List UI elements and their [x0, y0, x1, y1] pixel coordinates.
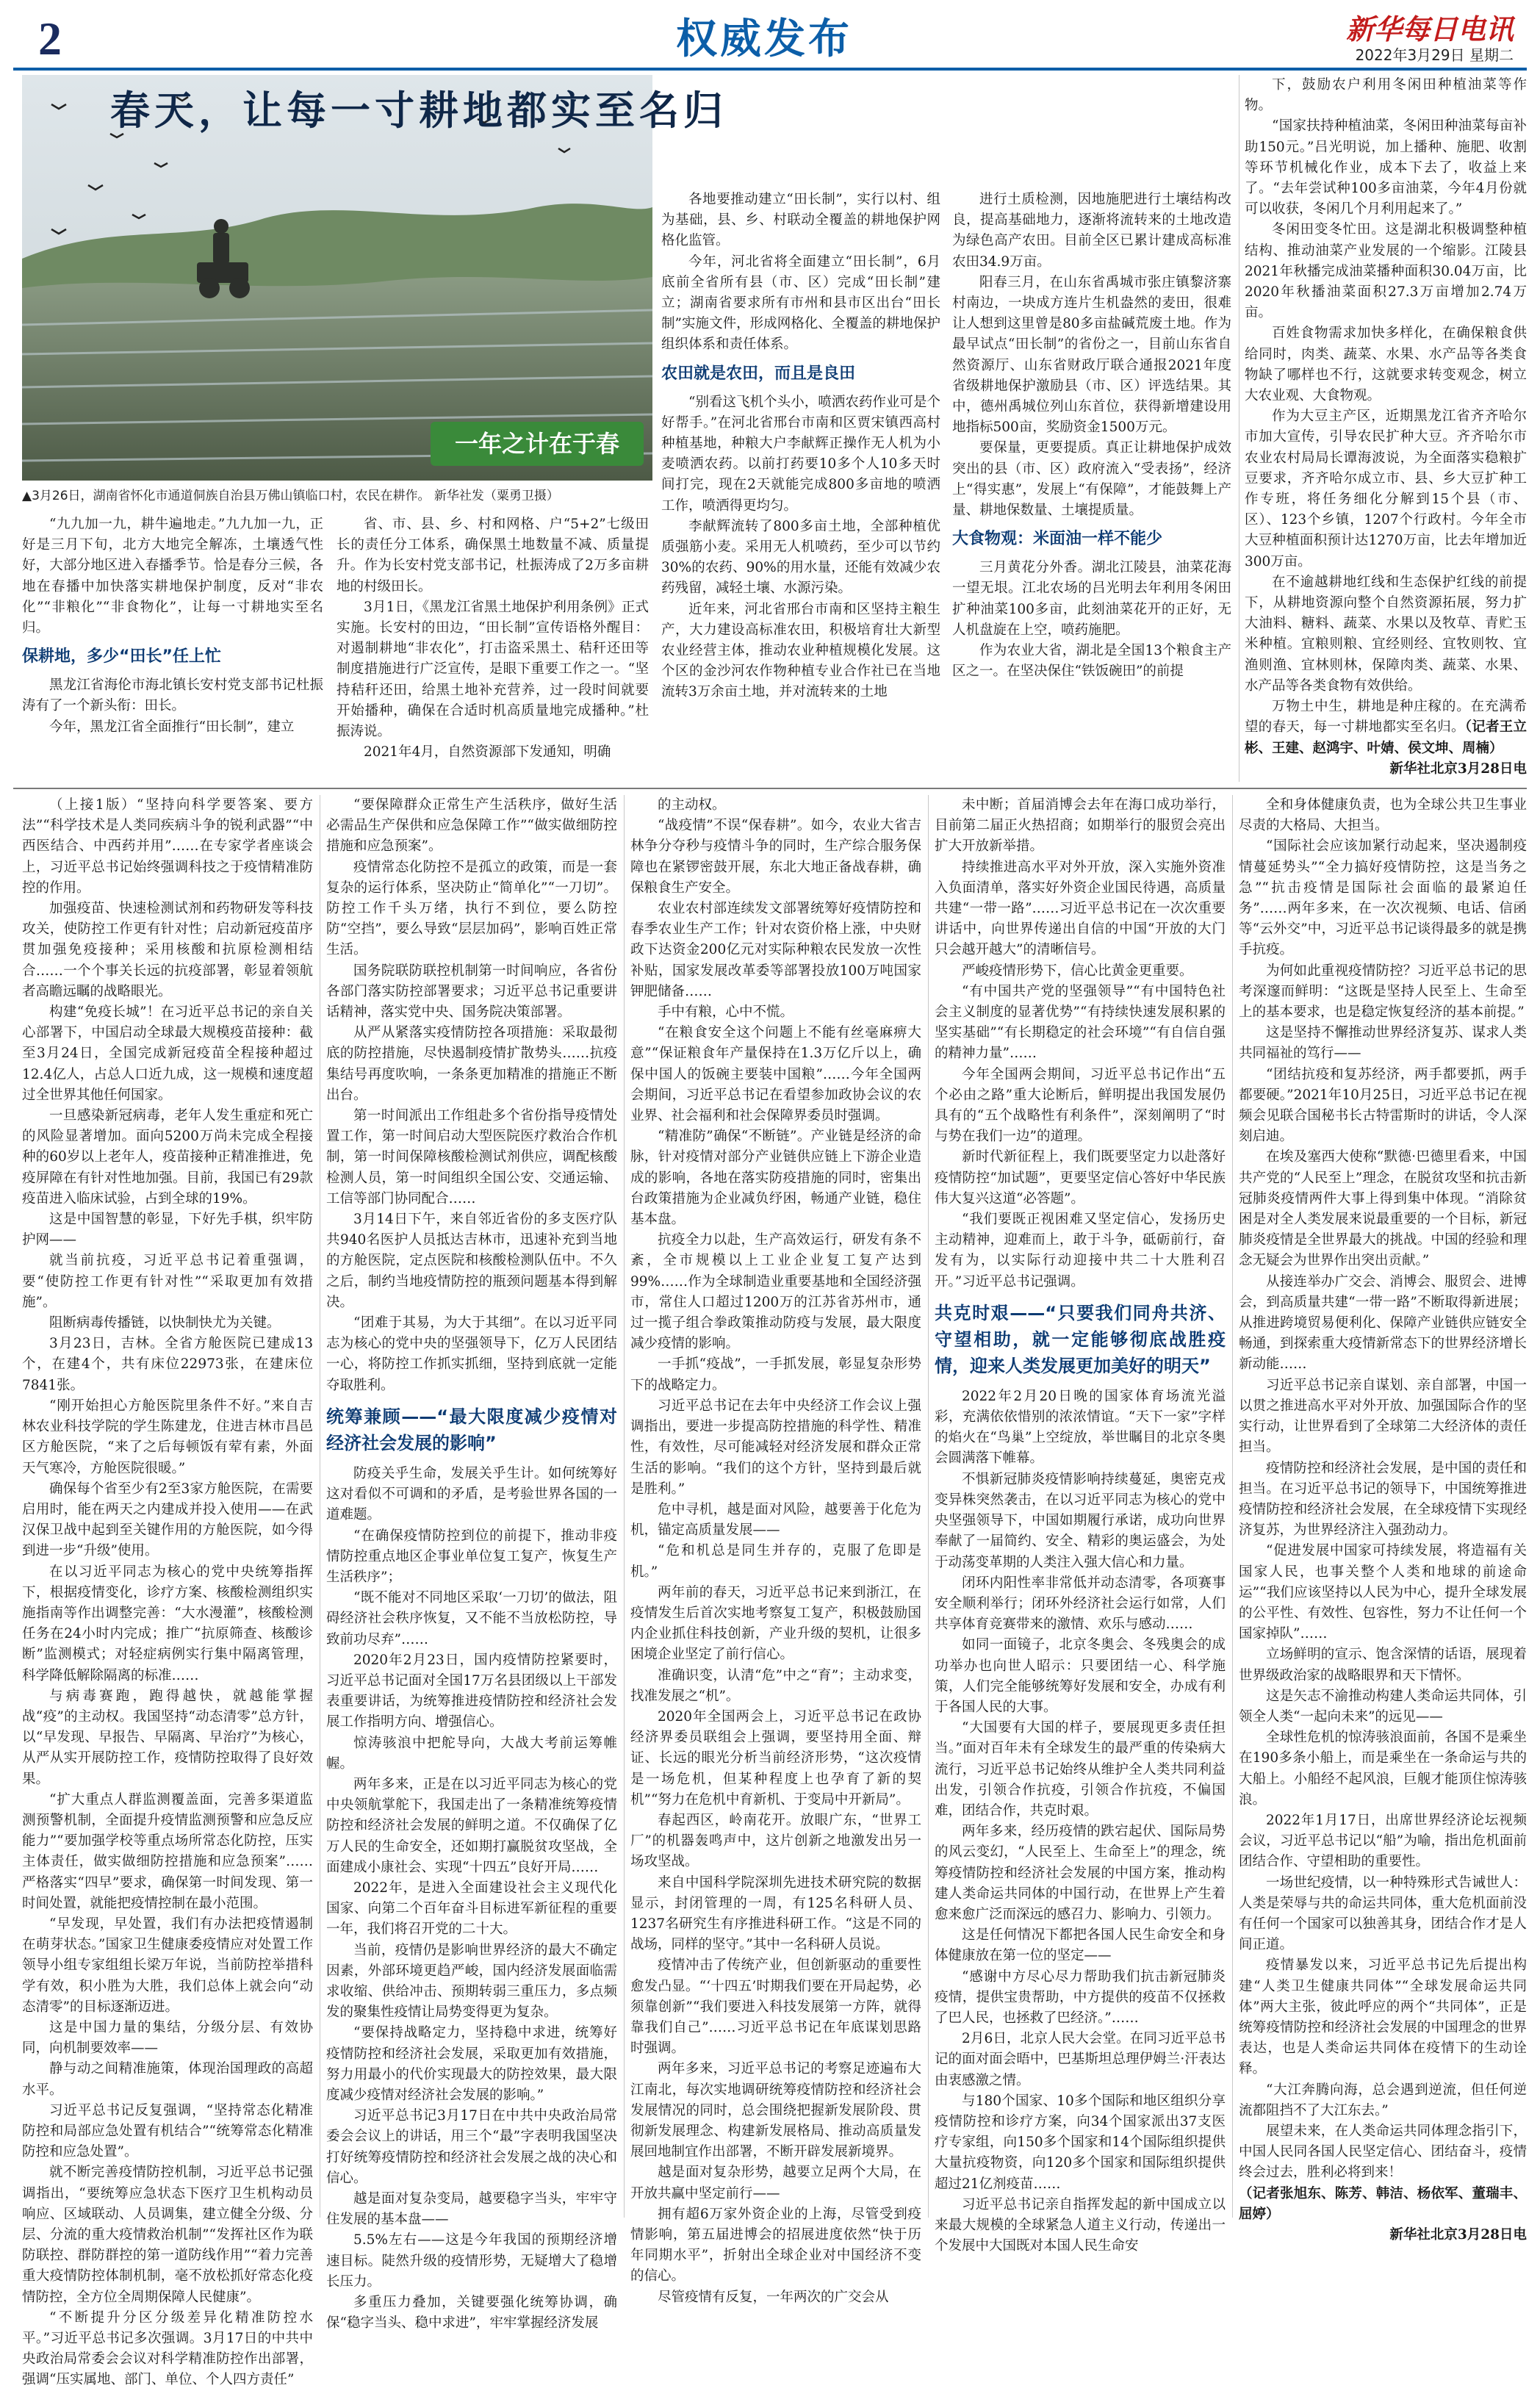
- paragraph: 确保每个省至少有2至3家方舱医院，在需要启用时，能在两天之内建成并投入使用——在武汉保卫战中起到至关键作用的方舱医院，如今得到进一步“升级”使用。: [22, 1481, 313, 1559]
- paragraph: 国务院联防联控机制第一时间响应，各省份各部门落实防控部署要求；习近平总书记重要讲话精神，落实党中央、国务院决策部署。: [326, 963, 617, 1021]
- paragraph: 的主动权。: [658, 797, 726, 813]
- paragraph: 就当前抗疫，习近平总书记着重强调，要“使防控工作更有针对性”“采取更加有效措施”。: [22, 1253, 313, 1310]
- paragraph: “感谢中方尽心尽力帮助我们抗击新冠肺炎疫情，提供宝贵帮助，中方提供的疫苗不仅拯救了巴人民，也拯救了巴经济。”……: [935, 1968, 1226, 2026]
- paragraph: 在不逾越耕地红线和生态保护红线的前提下，从耕地资源向整个自然资源拓展，努力扩大油料、糖料、蔬菜、水果以及牧草、青贮玉米种植。宜粮则粮、宜经则经、宜牧则牧、宜渔则渔、宜林则林，保障肉类、蔬菜、水果、水产品等各类食物有效供给。: [1245, 574, 1527, 694]
- paragraph: 今年全国两会期间，习近平总书记作出“五个必由之路”重大论断后，鲜明提出我国发展仍具有的“五个战略性有利条件”，深刻阐明了“时与势在我们一边”的道理。: [935, 1066, 1226, 1145]
- paragraph: 作为农业大省，湖北是全国13个粮食主产区之一。在坚决保住“铁饭碗田”的前提: [952, 643, 1231, 680]
- paragraph: “在确保疫情防控到位的前提下，推动非疫情防控重点地区企事业单位复工复产，恢复生产生活秩序”；: [326, 1528, 617, 1585]
- paragraph: 与病毒赛跑，跑得越快，就越能掌握战“疫”的主动权。我国坚持“动态清零”总方针，以“早发现、早报告、早隔离、早治疗”为核心，从严从实开展防控工作，疫情防控取得了良好效果。: [22, 1688, 313, 1787]
- paragraph: 阻断病毒传播链，以快制快尤为关键。: [49, 1315, 281, 1331]
- byline: （记者王立彬、王建、赵鸿宇、叶婧、侯文坤、周楠）: [1245, 719, 1527, 756]
- paragraph: 一手抓“疫战”，一手抓发展，彰显复杂形势下的战略定力。: [630, 1356, 921, 1393]
- paragraph: 3月14日下午，来自邻近省份的多支医疗队共940名医护人员抵达吉林市，迅速补充到当地的方舱医院，定点医院和核酸检测队伍中。不久之后，制约当地疫情防控的瓶颈问题基本得到解决。: [326, 1212, 617, 1310]
- paragraph: 为何如此重视疫情防控？习近平总书记的思考深邃而鲜明：“这既是坚持人民至上、生命至上的基本要求，也是稳定恢复经济的基本前提。”: [1239, 963, 1527, 1021]
- paragraph: 习近平总书记亲自谋划、亲自部署，中国一以贯之推进高水平对外开放、加强国际合作的坚实行动，让世界看到了全球第二大经济体的责任担当。: [1239, 1377, 1527, 1456]
- paragraph: 静与动之间精准施策，体现治国理政的高超水平。: [22, 2061, 313, 2098]
- paragraph: 5.5%左右——这是今年我国的预期经济增速目标。陡然升级的疫情形势，无疑增大了稳增长压力。: [326, 2232, 617, 2290]
- paragraph: 李献辉流转了800多亩土地，全部种植优质强筋小麦。采用无人机喷药，至少可以节约30%的农药、90%的用水量，还能有效减少农药残留，减轻土壤、水源污染。: [661, 518, 940, 597]
- paragraph: “九九加一九，耕牛遍地走。”九九加一九，正好是三月下旬，北方大地完全解冻，土壤透气性好，大部分地区进入春播季节。恰是春分三候，各地在春播中加快落实耕地保护制度，反对“非农化”“非粮化”“非食物化”，让每一寸耕地实至名归。: [22, 517, 323, 636]
- paragraph: 严峻疫情形势下，信心比黄金更重要。: [962, 963, 1193, 979]
- paragraph: 省、市、县、乡、村和网格、户“5+2”七级田长的责任分工体系，确保黑土地数量不减、质量提升。作为长安村党支部书记，杜振涛成了2万多亩耕地的村级田长。: [337, 517, 649, 594]
- paragraph: 如同一面镜子，北京冬奥会、冬残奥会的成功举办也向世人昭示：只要团结一心、科学施策，人们完全能够统筹好发展和安全，办成有利于各国人民的大事。: [935, 1637, 1226, 1715]
- subheading: 共克时艰——“只要我们同舟共济、守望相助，就一定能够彻底战胜疫情，迎来人类发展更加美好的明天”: [935, 1302, 1226, 1376]
- paragraph: 进行土质检测，因地施肥进行土壤结构改良，提高基础地力，逐渐将流转来的土地改造为绿色高产农田。目前全区已累计建成高标准农田34.9万亩。: [952, 192, 1231, 270]
- paragraph: 近年来，河北省邢台市南和区坚持主粮生产，大力建设高标准农田，积极培育壮大新型农业经营主体，推动农业种植规模化发展。这个区的金沙河农作物种植专业合作社已在当地流转3万余亩土地，并对流转来的土地: [661, 601, 940, 700]
- paragraph: 2022年1月17日，出席世界经济论坛视频会议，习近平总书记以“船”为喻，指出危机面前团结合作、守望相助的重要性。: [1239, 1812, 1527, 1870]
- paragraph: 习近平总书记反复强调，“坚持常态化精准防控和局部应急处置有机结合”“统筹常态化精准防控和应急处置”。: [22, 2102, 313, 2160]
- field-photo-graphic: [22, 75, 727, 481]
- subheading: 统筹兼顾——“最大限度减少疫情对经济社会发展的影响”: [326, 1406, 617, 1453]
- paragraph: “要保持战略定力，坚持稳中求进，统筹好疫情防控和经济社会发展，采取更加有效措施，努力用最小的代价实现最大的防控效果，最大限度减少疫情对经济社会发展的影响。”: [326, 2025, 617, 2103]
- article-column-4: [935, 795, 1226, 2254]
- paragraph: 习近平总书记亲自指挥发起的新中国成立以来最大规模的全球紧急人道主义行动，传递出一个发展中大国既对本国人民生命安: [935, 2196, 1226, 2254]
- paragraph: 越是面对复杂形势，越要立足两个大局，在开放共赢中坚定前行——: [630, 2165, 921, 2201]
- paragraph: 春起西区，岭南花开。放眼广东，“世界工厂”的机器轰鸣声中，这片创新之地激发出另一场攻坚战。: [630, 1812, 921, 1870]
- paragraph: “我们要既正视困难又坚定信心，发扬历史主动精神，迎难而上，敢于斗争，砥砺前行，奋发有为，以实际行动迎接中共二十大胜利召开。”习近平总书记强调。: [935, 1212, 1226, 1290]
- feature-banner: 一年之计在于春: [431, 422, 644, 466]
- paragraph: 习近平总书记在去年中央经济工作会议上强调指出，要进一步提高防控措施的科学性、精准性，有效性，尽可能减轻对经济发展和群众正常生活的影响。“我们的这个方针，坚持到最后就是胜利。”: [630, 1398, 921, 1497]
- section-divider: [13, 788, 1527, 789]
- paragraph: 下，鼓励农户利用冬闲田种植油菜等作物。: [1245, 77, 1527, 114]
- paragraph: 第一时间派出工作组赴多个省份指导疫情处置工作，第一时间启动大型医院医疗救治合作机制，第一时间保障核酸检测试剂供应，调配核酸检测人员，第一时间组织全国公安、交通运输、工信等部门协同配合……: [326, 1108, 617, 1207]
- paragraph: 疫情常态化防控不是孤立的政策，而是一套复杂的运行体系，坚决防止“简单化”“一刀切”。防控工作千头万绪，执行不到位，要么防控防“空挡”，要么导致“层层加码”，影响百姓正常生活。: [326, 859, 617, 958]
- paragraph: 疫情冲击了传统产业，但创新驱动的重要性愈发凸显。“‘十四五’时期我们要在开局起势，必须靠创新”“我们要进入科技发展第一方阵，就得靠我们自己”……习近平总书记在年底谋划思路时强调。: [630, 1957, 921, 2057]
- paragraph: 两年多来，经历疫情的跌宕起伏、国际局势的风云变幻，“人民至上、生命至上”的理念，统筹疫情防控和经济社会发展的中国方案，推动构建人类命运共同体的中国行动，在世界上产生着愈来愈广泛而深远的感召力、影响力、引领力。: [935, 1824, 1226, 1922]
- paragraph: 两年多来，正是在以习近平同志为核心的党中央领航掌舵下，我国走出了一条精准统筹疫情防控和经济社会发展的鲜明之道。不仅确保了亿万人民的生命安全，还如期打赢脱贫攻坚战，全面建成小康社会、实现“十四五”良好开局……: [326, 1776, 617, 1875]
- paragraph: 一场世纪疫情，以一种特殊形式告诫世人：人类是荣辱与共的命运共同体，重大危机面前没有任何一个国家可以独善其身，团结合作才是人间正道。: [1239, 1874, 1527, 1953]
- paragraph: 疫情暴发以来，习近平总书记先后提出构建“人类卫生健康共同体”“全球发展命运共同体”两大主张，彼此呼应的两个“共同体”，正是统筹疫情防控和经济社会发展的中国理念的世界表达，也是人类命运共同体在疫情下的生动诠释。: [1239, 1957, 1527, 2077]
- paragraph: 习近平总书记3月17日在中共中央政治局常委会会议上的讲话，用三个“最”字表明我国坚决打好统筹疫情防控和经济社会发展之战的决心和信心。: [326, 2108, 617, 2186]
- article-column-5: [1239, 795, 1527, 2243]
- column-rule: [928, 795, 929, 2218]
- paragraph: 越是面对复杂变局，越要稳字当头，牢牢守住发展的基本盘——: [326, 2191, 617, 2228]
- paragraph: 各地要推动建立“田长制”，实行以村、组为基础，县、乡、村联动全覆盖的耕地保护网格化监管。: [661, 192, 940, 249]
- paragraph: 从严从紧落实疫情防控各项措施：采取最彻底的防控措施，尽快遏制疫情扩散势头……抗疫集结号再度吹响，一条条更加精准的措施正不断出台。: [326, 1025, 617, 1103]
- paragraph: 全和身体健康负责，也为全球公共卫生事业尽责的大格局、大担当。: [1239, 797, 1527, 834]
- paragraph: “有中国共产党的坚强领导”“有中国特色社会主义制度的显著优势”“有持续快速发展积累的坚实基础”“有长期稳定的社会环境”“有自信自强的精神力量”……: [935, 983, 1226, 1062]
- paragraph: 拥有超6万家外资企业的上海，尽管受到疫情影响，第五届进博会的招展进度依然“快于历年同期水平”，折射出全球企业对中国经济不变的信心。: [630, 2206, 921, 2284]
- paragraph: 从接连举办广交会、消博会、服贸会、进博会，到高质量共建“一带一路”不断取得新进展；从推进跨境贸易便利化、保障产业链供应链安全畅通，到探索重大疫情新常态下的世界经济增长新动能……: [1239, 1273, 1527, 1373]
- paragraph: 三月黄花分外香。湖北江陵县，油菜花海一望无垠。江北农场的吕光明去年利用冬闲田扩种油菜100多亩，此刻油菜花开的正好，无人机盘旋在上空，喷药施肥。: [952, 560, 1231, 638]
- paragraph: 全球性危机的惊涛骇浪面前，各国不是乘坐在190多条小船上，而是乘坐在一条命运与共的大船上。小船经不起风浪，巨舰才能顶住惊涛骇浪。: [1239, 1730, 1527, 1808]
- paragraph: 加强疫苗、快速检测试剂和药物研发等科技攻关，使防控工作更有针对性；启动新冠疫苗序贯加强免疫接种；采用核酸和抗原检测相结合……一个个事关长远的抗疫部署，彰显着领航者高瞻远瞩的战略眼光。: [22, 901, 313, 999]
- feature-column-3: [661, 190, 940, 782]
- paragraph: 尽管疫情有反复，一年两次的广交会从: [658, 2289, 889, 2305]
- paragraph: “刚开始担心方舱医院里条件不好。”来自吉林农业科技学院的学生陈建龙，住进吉林市昌邑区方舱医院，“来了之后每顿饭有荤有素，外面天气寒冷，方舱医院很暖。”: [22, 1398, 313, 1476]
- paragraph: 这是坚持不懈推动世界经济复苏、谋求人类共同福祉的笃行——: [1239, 1025, 1527, 1062]
- article-column-2: [326, 795, 617, 2331]
- masthead-rule: [13, 68, 1527, 71]
- paragraph: “国际社会应该加紧行动起来，坚决遏制疫情蔓延势头”“全力搞好疫情防控，这是当务之急”“抗击疫情是国际社会面临的最紧迫任务”……两年多来，在一次次视频、电话、信函等“云外交”中，习近平总书记谈得最多的就是携手抗疫。: [1239, 838, 1527, 958]
- paragraph: 在以习近平同志为核心的党中央统筹指挥下，根据疫情变化，诊疗方案、核酸检测组织实施指南等作出调整完善：“大水漫灌”，核酸检测任务在24小时内完成；推广“抗原筛查、核酸诊断”监测模式；对轻症病例实行集中隔离管理，科学降低解除隔离的标准……: [22, 1564, 313, 1683]
- article-column-3: [630, 795, 921, 2305]
- paragraph: 展望未来，在人类命运共同体理念指引下，中国人民同各国人民坚定信心、团结奋斗，疫情终会过去，胜利必将到来！: [1239, 2124, 1527, 2181]
- paragraph: 3月23日，吉林。全省方舱医院已建成13个，在建4个，共有床位22973张，在建床位7841张。: [22, 1336, 313, 1393]
- paragraph: 手中有粮，心中不慌。: [658, 1004, 794, 1021]
- paragraph: “大国要有大国的样子，要展现更多责任担当。”面对百年未有全球发生的最严重的传染病大流行，习近平总书记始终从维护全人类共同利益出发，引领合作抗疫，引领合作抗疫，不偏国难，团结合作，共克时艰。: [935, 1720, 1226, 1819]
- paragraph: “促进发展中国家可持续发展，将造福有关国家人民，也事关整个人类和地球的前途命运”“我们应该坚持以人民为中心，提升全球发展的公平性、有效性、包容性，努力不让任何一个国家掉队”……: [1239, 1543, 1527, 1642]
- section-title: 权威发布: [676, 15, 852, 63]
- dateline: 新华社北京3月28日电: [1389, 761, 1527, 777]
- subheading: 农田就是农田，而且是良田: [661, 364, 856, 383]
- paragraph: 未中断；首届消博会去年在海口成功举行，目前第二届正火热招商；如期举行的服贸会亮出扩大开放新举措。: [935, 797, 1226, 855]
- paragraph: 当前，疫情仍是影响世界经济的最大不确定因素，外部环境更趋严峻，国内经济发展面临需求收缩、供给冲击、预期转弱三重压力，多点频发的聚集性疫情让局势变得更为复杂。: [326, 1942, 617, 2021]
- paragraph: 2020年全国两会上，习近平总书记在政协经济界委员联组会上强调，要坚持用全面、辩证、长远的眼光分析当前经济形势，“这次疫情是一场危机，但某种程度上也孕育了新的契机”“努力在危机中育新机、于变局中开新局”。: [630, 1708, 921, 1808]
- paragraph: 两年多来，习近平总书记的考察足迹遍布大江南北，每次实地调研统筹疫情防控和经济社会发展情况的同时，总会围绕把握新发展阶段、贯彻新发展理念、构建新发展格局、推动高质量发展回地制宜作出部署，不断开辟发展新境界。: [630, 2061, 921, 2160]
- paragraph: 来自中国科学院深圳先进技术研究院的数据显示，封闭管理的一周，有125名科研人员、1237名研究生有序推进科研工作。“这是不同的战场，同样的坚守。”其中一名科研人员说。: [630, 1874, 921, 1953]
- feature-column-5: [1245, 75, 1527, 782]
- feature-headline: 春天，让每一寸耕地都实至名归: [110, 87, 727, 134]
- dateline: 新华社北京3月28日电: [1389, 2227, 1527, 2243]
- feature-column-2: [337, 514, 649, 782]
- paragraph: “战疫情”不误“保春耕”。如今，农业大省吉林争分夺秒与疫情斗争的同时，生产综合服务保障也在紧锣密鼓开展，东北大地正备战春耕，确保粮食生产安全。: [630, 818, 921, 896]
- paragraph: 这是中国力量的集结，分级分层、有效协同，向机制要效率——: [22, 2019, 313, 2057]
- feature-column-4: [952, 190, 1231, 782]
- paragraph: 3月1日，《黑龙江省黑土地保护利用条例》正式实施。长安村的田边，“田长制”宣传语格外醒目：对遏制耕地“非农化”，打击盗采黑土、秸秆还田等制度措施进行广泛宣传，是眼下重要工作之一。“坚持秸秆还田，给黑土地补充营养，过一段时间就要开始播种，确保在合适时机高质量地完成播种。”杜振涛说。: [337, 599, 649, 740]
- paragraph: 在埃及塞西大使称“默德·巴德里看来，中国共产党的“人民至上”理念，在脱贫攻坚和抗击新冠肺炎疫情两件大事上得到集中体现。“消除贫困是对全人类发展来说最重要的一个目标，新冠肺炎疫情是全世界最大的挑战。中国的经验和理念无疑会为世界作出突出贡献。”: [1239, 1149, 1527, 1269]
- paragraph: “精准防”确保“不断链”。产业链是经济的命脉，针对疫情对部分产业链供应链上下游企业造成的影响，各地在落实防疫措施的同时，密集出台政策措施为企业减负纾困，畅通产业链，稳住基本盘。: [630, 1129, 921, 1228]
- subheading: 大食物观：米面油一样不能少: [952, 530, 1163, 549]
- paragraph: 一旦感染新冠病毒，老年人发生重症和死亡的风险显著增加。面向5200万尚未完成全程接种的60岁以上老年人，疫苗接种正精准推进，免疫屏障在有针对性地加强。目前，我国已有29款疫苗进入临床试验，占到全球的19%。: [22, 1108, 313, 1207]
- page-number: 2: [38, 12, 62, 65]
- paragraph: 惊涛骇浪中把舵导向，大战大考前运筹帷幄。: [326, 1735, 617, 1772]
- paragraph: 多重压力叠加，关键要强化统筹协调，确保“稳字当头、稳中求进”，牢牢掌握经济发展: [326, 2295, 617, 2331]
- paragraph: 防疫关乎生命，发展关乎生计。如何统筹好这对看似不可调和的矛盾，是考验世界各国的一道难题。: [326, 1465, 617, 1523]
- paragraph: 要保量，更要提质。真正让耕地保护成效突出的县（市、区）政府流入“受表扬”，经济上“得实惠”，发展上“有保障”，才能鼓舞上产量、耕地保数量、土壤提质量。: [952, 440, 1231, 519]
- paragraph: “不断提升分区分级差异化精准防控水平。”习近平总书记多次强调。3月17日的中共中央政治局常委会会议对科学精准防控作出部署，强调“压实属地、部门、单位、个人四方责任”: [22, 2309, 313, 2388]
- paragraph: 黑龙江省海伦市海北镇长安村党支部书记杜振涛有了一个新头衔：田长。: [22, 677, 323, 714]
- paragraph: “既不能对不同地区采取‘一刀切’的做法，阻碍经济社会秩序恢复，又不能不当放松防控，导致前功尽弃”……: [326, 1590, 617, 1647]
- paragraph: “早发现，早处置，我们有办法把疫情遏制在萌芽状态。”国家卫生健康委疫情应对处置工作领导小组专家组组长梁万年说，当前防控举措科学有效，积小胜为大胜，我们总体上就会向“动态清零”的目标逐渐迈进。: [22, 1916, 313, 2015]
- paragraph: 不惧新冠肺炎疫情影响持续蔓延，奥密克戎变异株突然袭击，在以习近平同志为核心的党中央坚强领导下，中国如期履行承诺，成功向世界奉献了一届简约、安全、精彩的奥运盛会，为处于动荡变革期的人类注入强大信心和力量。: [935, 1471, 1226, 1570]
- paragraph: “危和机总是同生并存的，克服了危即是机。”: [630, 1543, 921, 1580]
- byline: （记者张旭东、陈芳、韩洁、杨依军、董瑞丰、屈婷）: [1239, 2185, 1527, 2222]
- paragraph: 疫情防控和经济社会发展，是中国的责任和担当。在习近平总书记的领导下，中国统筹推进疫情防控和经济社会发展，在全球疫情下实现经济复苏，为世界经济注入强劲动力。: [1239, 1460, 1527, 1539]
- paragraph: 2022年2月20日晚的国家体育场流光溢彩，充满依依惜别的浓浓情谊。“天下一家”字样的焰火在“鸟巢”上空绽放，举世瞩目的北京冬奥会圆满落下帷幕。: [935, 1388, 1226, 1467]
- paragraph: 危中寻机，越是面对风险，越要善于化危为机，锚定高质量发展——: [630, 1501, 921, 1539]
- paragraph: 这是中国智慧的彰显，下好先手棋，织牢防护网——: [22, 1212, 313, 1248]
- paragraph: “在粮食安全这个问题上不能有丝毫麻痹大意”“保证粮食年产量保持在1.3万亿斤以上，确保中国人的饭碗主要装中国粮”……今年全国两会期间，习近平总书记在看望参加政协会议的农业界、社会福利和社会保障界委员时强调。: [630, 1025, 921, 1124]
- paragraph: 2020年2月23日，国内疫情防控紧要时，习近平总书记面对全国17万名县团级以上干部发表重要讲话，为统筹推进疫情防控和经济社会发展工作指明方向、增强信心。: [326, 1652, 617, 1730]
- paragraph: 持续推进高水平对外开放，深入实施外资准入负面清单，落实好外资企业国民待遇，高质量共建“一带一路”……习近平总书记在一次次重要讲话中，向世界传递出自信的中国“开放的大门只会越开越大”的清晰信号。: [935, 859, 1226, 958]
- paragraph: 百姓食物需求加快多样化，在确保粮食供给同时，肉类、蔬菜、水果、水产品等各类食物缺了哪样也不行，这就要求转变观念，树立大农业观、大食物观。: [1245, 326, 1527, 404]
- paragraph: 立场鲜明的宣示、饱含深情的话语，展现着世界级政治家的战略眼界和天下情怀。: [1239, 1647, 1527, 1683]
- paragraph: 这是任何情况下都把各国人民生命安全和身体健康放在第一位的坚定——: [935, 1927, 1226, 1964]
- paragraph: 今年，黑龙江省全面推行“田长制”，建立: [49, 719, 295, 735]
- paragraph: 抗疫全力以赴，生产高效运行，研发有条不紊，全市规模以上工业企业复工复产达到99%……作为全球制造业重要基地和全国经济强市，常住人口超过1200万的江苏省苏州市，通过一揽子组合拳政策推动防疫与发展，最大限度减少疫情的影响。: [630, 1232, 921, 1352]
- column-rule: [624, 795, 625, 2218]
- paragraph: 今年，河北省将全面建立“田长制”，6月底前全省所有县（市、区）完成“田长制”建立；湖南省要求所有市州和县市区出台“田长制”实施文件，形成网格化、全覆盖的耕地保护组织体系和责任体系。: [661, 254, 940, 353]
- paragraph: 农业农村部连续发文部署统筹好疫情防控和春季农业生产工作；针对农资价格上涨，中央财政下达资金200亿元对实际种粮农民发放一次性补贴，国家发展改革委等部署投放100万吨国家钾肥储备……: [630, 901, 921, 999]
- paragraph: “国家扶持种植油菜，冬闲田种油菜每亩补助150元。”吕光明说，加上播种、施肥、收割等环节机械化作业，成本下去了，收益上来了。“去年尝试种100多亩油菜，今年4月份就可以收获，冬闲几个月利用起来了。”: [1245, 118, 1527, 217]
- paragraph: 构建“免疫长城”！在习近平总书记的亲自关心部署下，中国启动全球最大规模疫苗接种：截至3月24日，全国完成新冠疫苗全程接种超过12.4亿人，占总人口近九成，这一规模和速度超过全世界其他任何国家。: [22, 1004, 313, 1103]
- paragraph: （上接1版）“坚持向科学要答案、要方法”“科学技术是人类同疾病斗争的锐利武器”“中西医结合、中西药并用”……在专家学者座谈会上，习近平总书记始终强调科技之于疫情精准防控的作用。: [22, 797, 313, 896]
- paragraph: 阳春三月，在山东省禹城市张庄镇黎济寨村南边，一块成方连片生机盎然的麦田，很难让人想到这里曾是80多亩盐碱荒废土地。作为最早试点“田长制”的省份之一，目前山东省自然资源厅、山东省财政厅联合通报2021年度省级耕地保护激励县（市、区）评选结果。其中，德州禹城位列山东首位，获得新增建设用地指标500亩，奖励资金1500万元。: [952, 274, 1231, 436]
- issue-date: 2022年3月29日 星期二: [1355, 46, 1514, 64]
- photo-caption: ▲3月26日，湖南省怀化市通道侗族自治县万佛山镇临口村，农民在耕作。 新华社发（粟勇卫摄）: [22, 489, 559, 503]
- paragraph: “别看这飞机个头小，喷洒农药作业可是个好帮手。”在河北省邢台市南和区贾宋镇西高村种植基地，种粮大户李献辉正操作无人机为小麦喷洒农药。以前打药要10多个人10多天时间打完，现在2天就能完成800多亩地的喷洒工作，喷洒得更均匀。: [661, 394, 940, 514]
- paragraph-text: 万物土中生，耕地是种庄稼的。在充满希望的春天，每一寸耕地都实至名归。: [1245, 699, 1527, 736]
- paragraph: “扩大重点人群监测覆盖面，完善多渠道监测预警机制，全面提升疫情监测预警和应急反应能力”“要加强学校等重点场所常态化防控，压实主体责任，做实做细防控措施和应急预案”……严格落实“四早”要求，确保第一时间发现、第一时间处置，就能把疫情控制在最小范围。: [22, 1791, 313, 1911]
- paragraph: 2月6日，北京人民大会堂。在同习近平总书记的面对面会晤中，巴基斯坦总理伊姆兰·汗表达由衷感激之情。: [935, 2031, 1226, 2088]
- paragraph: 准确识变，认清“危”中之“育”；主动求变，找准发展之“机”。: [630, 1667, 921, 1704]
- column-rule: [1232, 795, 1233, 2218]
- paragraph: 就不断完善疫情防控机制，习近平总书记强调指出，“要统筹应急状态下医疗卫生机构动员响应、区域联动、人员调集，建立健全分级、分层、分流的重大疫情救治机制”“发挥社区作为联防联控、群防群控的第一道防线作用”“着力完善重大疫情防控体制机制，毫不放松抓好常态化疫情防控，全方位全周期保障人民健康”。: [22, 2165, 313, 2305]
- paragraph: [1245, 697, 1527, 759]
- article-column-1: [22, 795, 313, 2388]
- paragraph: “要保障群众正常生产生活秩序，做好生活必需品生产保供和应急保障工作”“做实做细防控措施和应急预案”。: [326, 797, 617, 855]
- newspaper-logo: 新华每日电讯: [1345, 12, 1514, 46]
- paragraph: 这是矢志不渝推动构建人类命运共同体，引领全人类“一起向未来”的远见——: [1239, 1688, 1527, 1725]
- paragraph: 2022年，是进入全面建设社会主义现代化国家、向第二个百年奋斗目标进军新征程的重要一年，我们将召开党的二十大。: [326, 1880, 617, 1938]
- paragraph: 与180个国家、10多个国际和地区组织分享疫情防控和诊疗方案，向34个国家派出37支医疗专家组，向150多个国家和14个国际组织提供大量抗疫物资，向120多个国家和国际组织提供超过21亿剂疫苗……: [935, 2093, 1226, 2192]
- paragraph: 闭环内阳性率非常低并动态清零，各项赛事安全顺利举行；闭环外经济社会运行如常，人们共享体育竞赛带来的激情、欢乐与感动……: [935, 1575, 1226, 1633]
- feature-column-1: [22, 514, 323, 782]
- paragraph: “团结抗疫和复苏经济，两手都要抓，两手都要硬。”2021年10月25日，习近平总书记在视频会见联合国秘书长古特雷斯时的讲话，令人深刻启迪。: [1239, 1066, 1527, 1145]
- feature-photo: [22, 75, 727, 481]
- paragraph: 两年前的春天，习近平总书记来到浙江，在疫情发生后首次实地考察复工复产，积极鼓励国内企业抓住科技创新，产业升级的契机，让很多困境企业坚定了前行信心。: [630, 1584, 921, 1663]
- paragraph: 2021年4月，自然资源部下发通知，明确: [364, 744, 611, 761]
- paragraph: “团难于其易，为大于其细”。在以习近平同志为核心的党中央的坚强领导下，亿万人民团结一心，将防控工作抓实抓细，坚持到底就一定能夺取胜利。: [326, 1315, 617, 1393]
- paragraph: 作为大豆主产区，近期黑龙江省齐齐哈尔市加大宣传，引导农民扩种大豆。齐齐哈尔市农业农村局局长谭海波说，为全面落实稳粮扩豆要求，齐齐哈尔成立市、县、乡大豆扩种工作专班，将任务细化分解到15个县（市、区）、123个乡镇，1207个行政村。今年全市大豆种植面积预计达1270万亩，比去年增加近300万亩。: [1245, 409, 1527, 569]
- paragraph: 冬闲田变冬忙田。这是湖北积极调整种植结构、推动油菜产业发展的一个缩影。江陵县2021年秋播完成油菜播种面积30.04万亩，比2020年秋播油菜面积27.3万亩增加2.74万亩。: [1245, 222, 1527, 321]
- paragraph: 新时代新征程上，我们既要坚定力以赴落好疫情防控“加试题”，更要坚定信心答好中华民族伟大复兴这道“必答题”。: [935, 1149, 1226, 1207]
- paragraph: “大江奔腾向海，总会遇到逆流，但任何逆流都阻挡不了大江东去。”: [1239, 2082, 1527, 2118]
- subheading: 保耕地，多少“田长”任上忙: [22, 647, 221, 666]
